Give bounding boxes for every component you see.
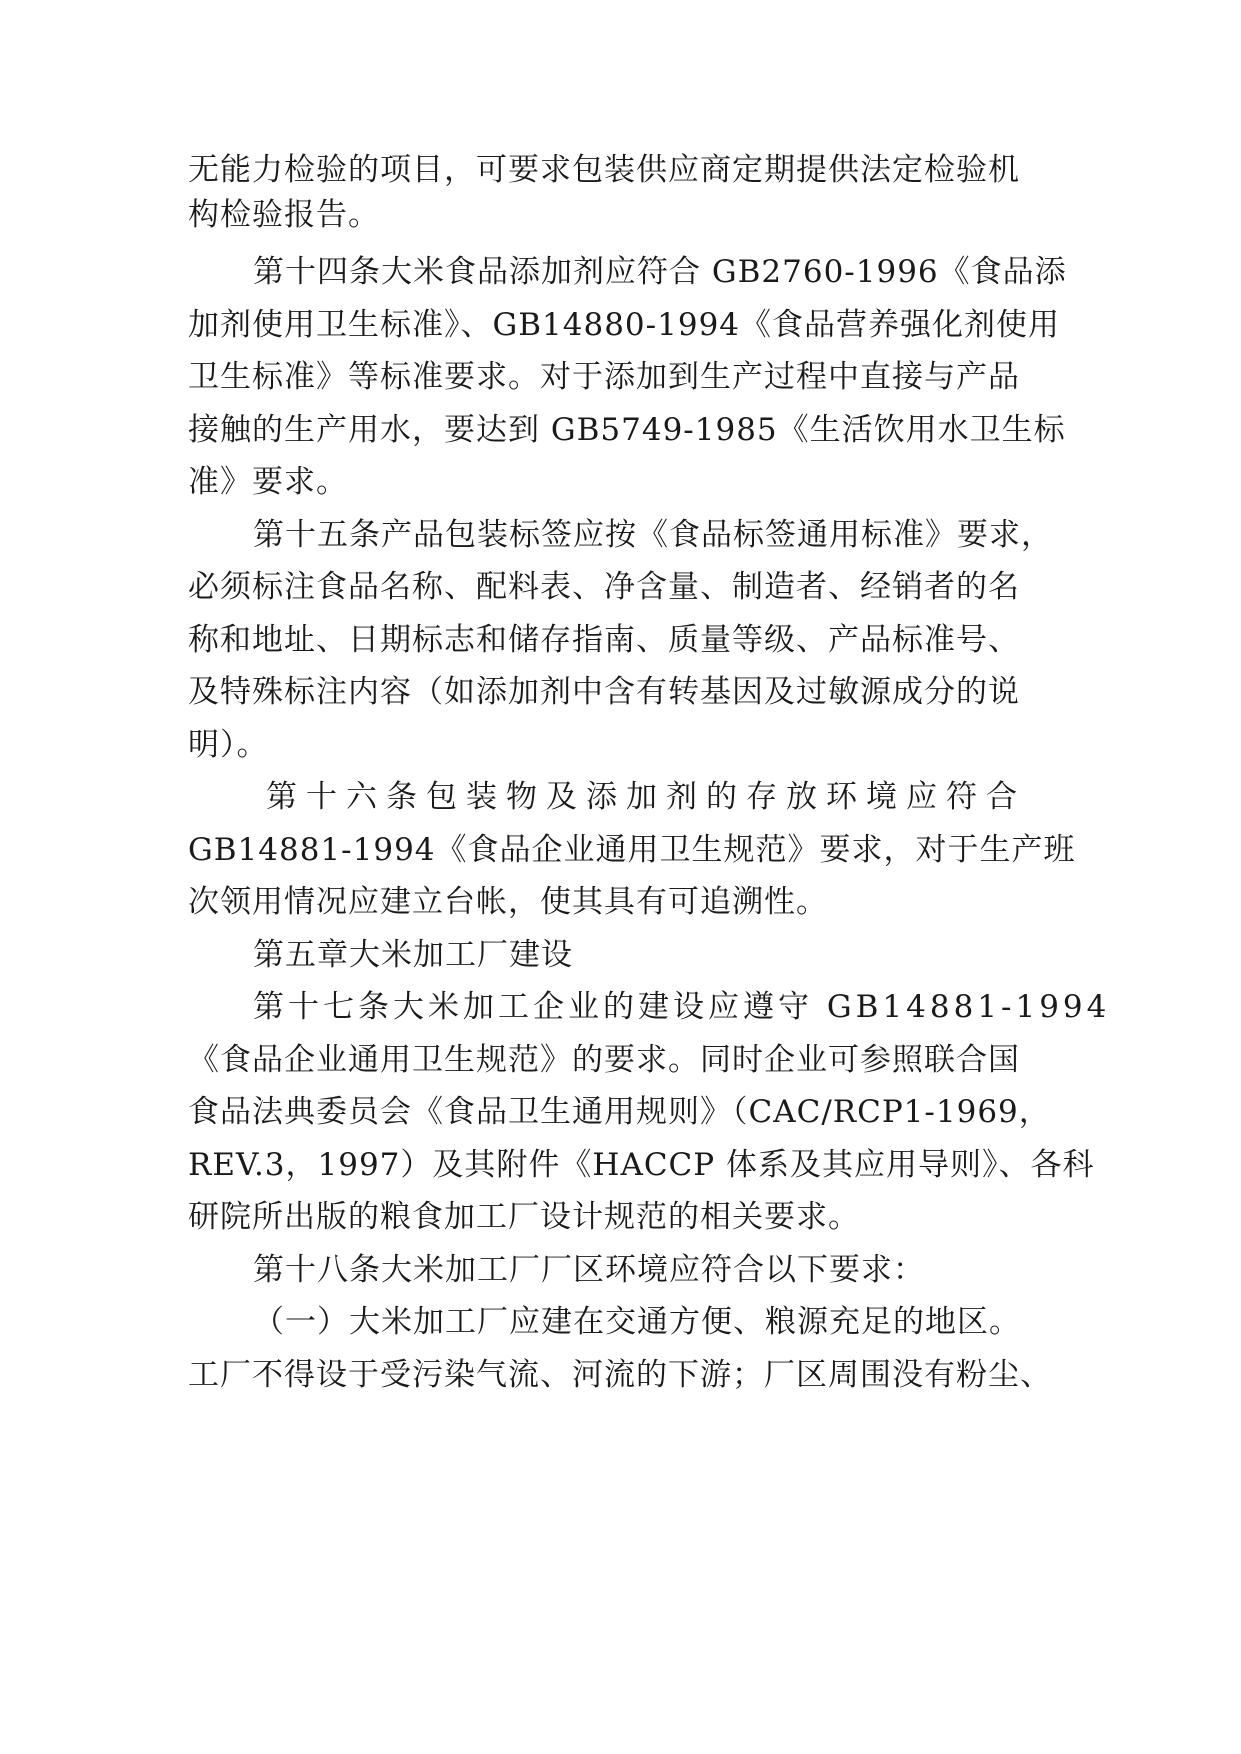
text-line: REV.3，1997）及其附件《HACCP 体系及其应用导则》、各科 [188,1147,1095,1183]
text-line: 明）。 [188,727,269,763]
text-line: 食品法典委员会《食品卫生通用规则》（CAC/RCP1-1969， [188,1094,1051,1130]
text-line: 接触的生产用水，要达到 GB5749-1985《生活饮用水卫生标 [188,412,1066,448]
text-line: GB14881-1994《食品企业通用卫生规范》要求，对于生产班 [188,832,1076,868]
article-15-start: 第十五条产品包装标签应按《食品标签通用标准》要求， [253,517,1053,553]
text-line: 准》要求。 [188,464,348,500]
article-18-start: 第十八条大米加工厂厂区环境应符合以下要求： [253,1252,925,1288]
text-line: 加剂使用卫生标准》、GB14880-1994《食品营养强化剂使用 [188,307,1061,343]
text-line: 次领用情况应建立台帐，使其具有可追溯性。 [188,884,828,920]
article-16-start: 第十六条包装物及添加剂的存放环境应符合 [266,779,1026,815]
article-14-start: 第十四条大米食品添加剂应符合 GB2760-1996《食品添 [253,254,1067,290]
clause-1-start: （一）大米加工厂应建在交通方便、粮源充足的地区。 [253,1304,1021,1340]
text-line: 必须标注食品名称、配料表、净含量、制造者、经销者的名 [188,569,1020,605]
text-line: 卫生标准》等标准要求。对于添加到生产过程中直接与产品 [188,359,1020,395]
text-line: 构检验报告。 [188,197,380,233]
text-line: 《食品企业通用卫生规范》的要求。同时企业可参照联合国 [188,1042,1020,1078]
text-line: 及特殊标注内容（如添加剂中含有转基因及过敏源成分的说 [188,674,1020,710]
text-line: 无能力检验的项目，可要求包装供应商定期提供法定检验机 [188,152,1020,188]
text-line: 称和地址、日期标志和储存指南、质量等级、产品标准号、 [188,622,1020,658]
chapter-5-heading: 第五章大米加工厂建设 [253,937,573,973]
article-17-start: 第十七条大米加工企业的建设应遵守 GB14881-1994 [253,989,1111,1025]
text-line: 工厂不得设于受污染气流、河流的下游；厂区周围没有粉尘、 [188,1357,1052,1393]
text-line: 研院所出版的粮食加工厂设计规范的相关要求。 [188,1199,860,1235]
